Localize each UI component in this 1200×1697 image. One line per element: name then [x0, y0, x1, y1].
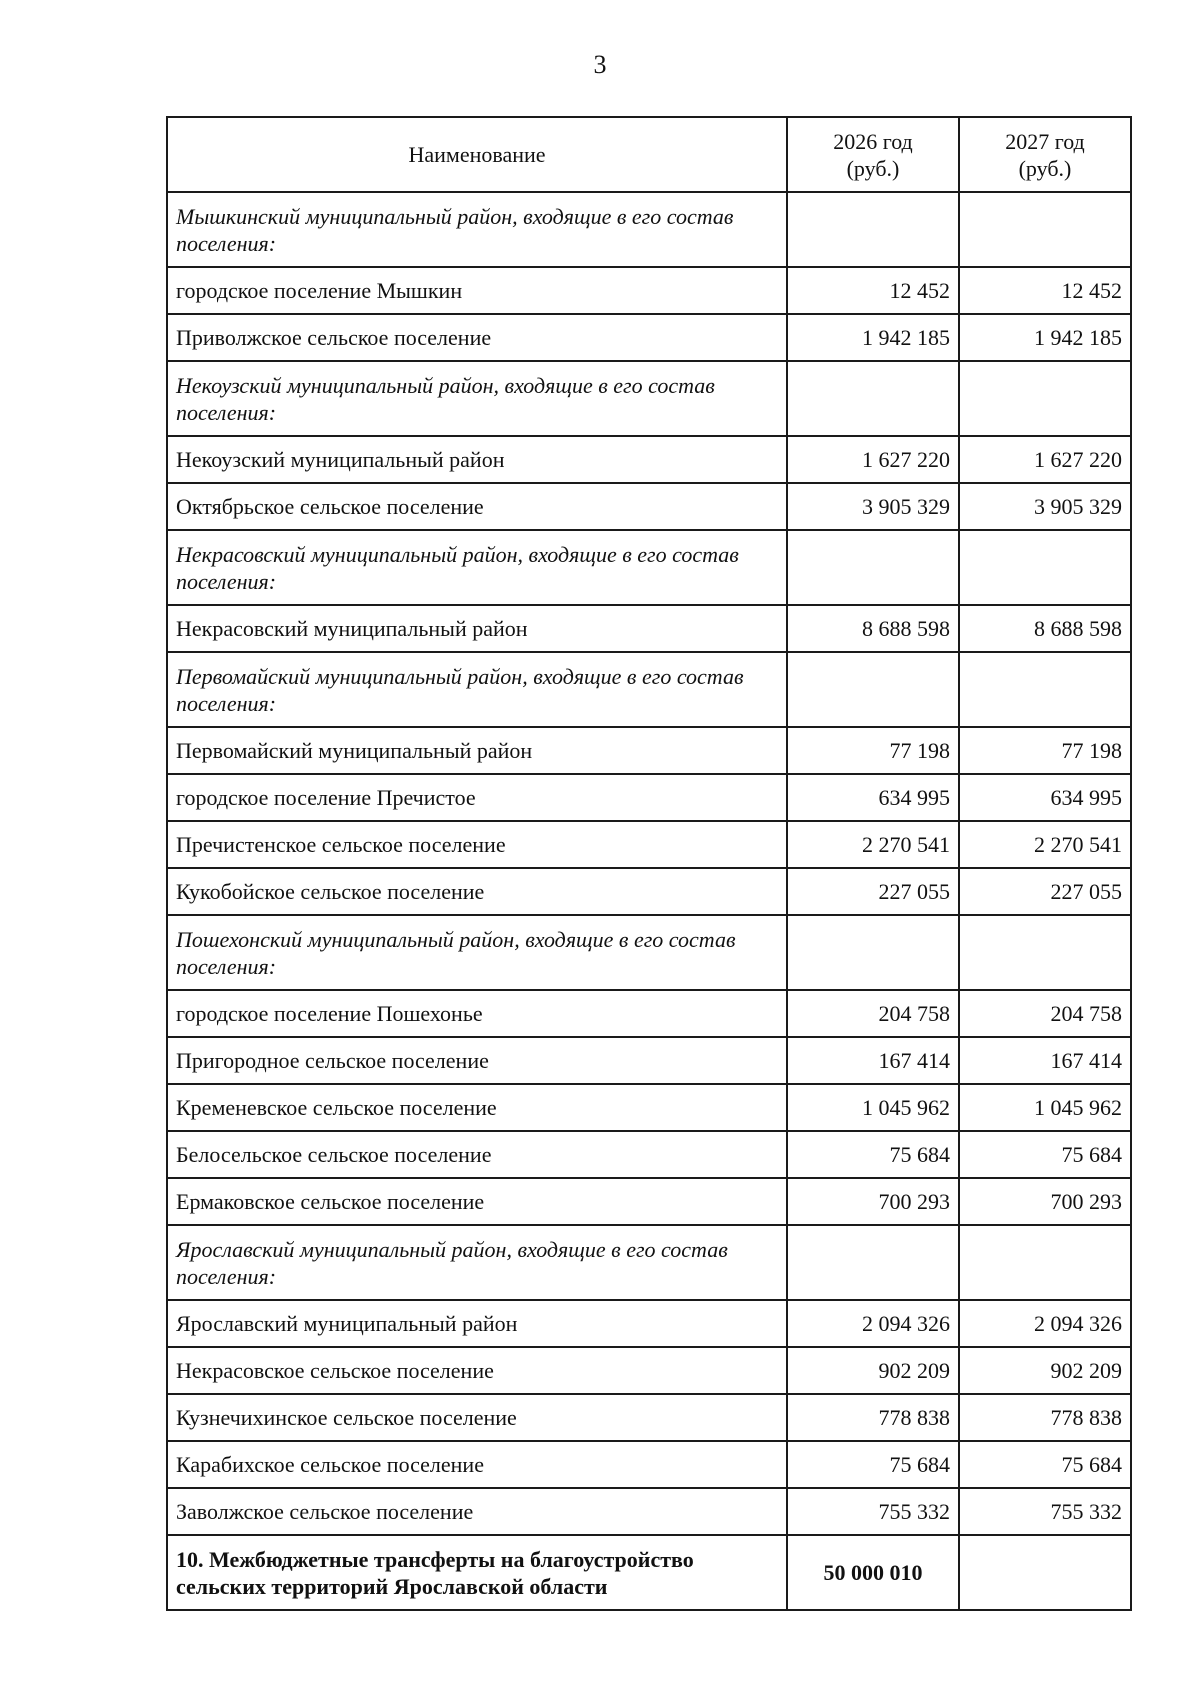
table-row: [167, 1037, 1131, 1084]
row-value-2026: 75 684: [787, 1441, 959, 1488]
row-value-2027: 634 995: [959, 774, 1131, 821]
table-row: [167, 530, 1131, 605]
table-row: [167, 1225, 1131, 1300]
row-value-2026: 1 045 962: [787, 1084, 959, 1131]
table-row: [167, 727, 1131, 774]
row-value-2026: [787, 530, 959, 605]
row-value-2027: 3 905 329: [959, 483, 1131, 530]
row-name: Ярославский муниципальный район, входящие в его состав поселения:: [167, 1225, 787, 1300]
row-value-2027: 12 452: [959, 267, 1131, 314]
row-value-2026: 902 209: [787, 1347, 959, 1394]
row-value-2027: 227 055: [959, 868, 1131, 915]
row-name: Ярославский муниципальный район: [167, 1300, 787, 1347]
row-value-2027: 2 270 541: [959, 821, 1131, 868]
row-value-2026: [787, 1225, 959, 1300]
row-value-2027: [959, 1225, 1131, 1300]
row-value-2027: [959, 915, 1131, 990]
row-name: Некоузский муниципальный район, входящие в его состав поселения:: [167, 361, 787, 436]
row-value-2027: [959, 530, 1131, 605]
table-row: [167, 1300, 1131, 1347]
table-row: [167, 314, 1131, 361]
table-row: [167, 361, 1131, 436]
row-value-2026: 755 332: [787, 1488, 959, 1535]
row-value-2026: 167 414: [787, 1037, 959, 1084]
table-row: [167, 1178, 1131, 1225]
row-name: Ермаковское сельское поселение: [167, 1178, 787, 1225]
row-name: Кременевское сельское поселение: [167, 1084, 787, 1131]
row-name: Карабихское сельское поселение: [167, 1441, 787, 1488]
header-2026: [787, 117, 959, 192]
total-value-2026: 50 000 010: [787, 1535, 959, 1610]
row-name: Некрасовский муниципальный район, входящие в его состав поселения:: [167, 530, 787, 605]
table-row: [167, 652, 1131, 727]
table-row: [167, 1131, 1131, 1178]
row-value-2027: 700 293: [959, 1178, 1131, 1225]
row-value-2027: 755 332: [959, 1488, 1131, 1535]
row-name: Первомайский муниципальный район, входящие в его состав поселения:: [167, 652, 787, 727]
table-row: [167, 990, 1131, 1037]
row-value-2026: 700 293: [787, 1178, 959, 1225]
row-value-2026: [787, 192, 959, 267]
row-value-2026: 778 838: [787, 1394, 959, 1441]
row-value-2027: [959, 652, 1131, 727]
table-row: [167, 868, 1131, 915]
row-name: Некрасовское сельское поселение: [167, 1347, 787, 1394]
table-row: [167, 1441, 1131, 1488]
row-name: Пригородное сельское поселение: [167, 1037, 787, 1084]
row-value-2026: 75 684: [787, 1131, 959, 1178]
table-row: [167, 192, 1131, 267]
table-row: [167, 483, 1131, 530]
table-row: [167, 1488, 1131, 1535]
row-value-2027: 75 684: [959, 1131, 1131, 1178]
row-value-2026: [787, 652, 959, 727]
row-value-2026: 1 627 220: [787, 436, 959, 483]
table-row: [167, 267, 1131, 314]
row-value-2027: 167 414: [959, 1037, 1131, 1084]
row-name: Кукобойское сельское поселение: [167, 868, 787, 915]
row-value-2027: [959, 192, 1131, 267]
row-name: Пречистенское сельское поселение: [167, 821, 787, 868]
row-name: городское поселение Пречистое: [167, 774, 787, 821]
row-name: Некрасовский муниципальный район: [167, 605, 787, 652]
row-name: Заволжское сельское поселение: [167, 1488, 787, 1535]
row-value-2027: 902 209: [959, 1347, 1131, 1394]
header-2027: [959, 117, 1131, 192]
row-name: Пошехонский муниципальный район, входящие в его состав поселения:: [167, 915, 787, 990]
header-2026-year: 2026 год: [833, 128, 913, 154]
table-row: [167, 821, 1131, 868]
row-value-2026: 634 995: [787, 774, 959, 821]
row-name: Белосельское сельское поселение: [167, 1131, 787, 1178]
header-2027-year: 2027 год: [1005, 128, 1085, 154]
table-row: [167, 915, 1131, 990]
row-name: Первомайский муниципальный район: [167, 727, 787, 774]
row-name: Приволжское сельское поселение: [167, 314, 787, 361]
header-2026-unit: (руб.): [846, 155, 900, 181]
total-row-name: 10. Межбюджетные трансферты на благоустройство сельских территорий Ярославской области: [167, 1535, 787, 1610]
row-value-2027: 1 045 962: [959, 1084, 1131, 1131]
header-name: Наименование: [167, 117, 787, 192]
row-value-2027: [959, 361, 1131, 436]
row-value-2026: 1 942 185: [787, 314, 959, 361]
row-value-2027: 778 838: [959, 1394, 1131, 1441]
row-value-2026: [787, 915, 959, 990]
budget-table: [166, 116, 1132, 1611]
row-value-2027: 1 942 185: [959, 314, 1131, 361]
header-2027-unit: (руб.): [1018, 155, 1072, 181]
table-row: [167, 774, 1131, 821]
row-value-2026: 12 452: [787, 267, 959, 314]
row-value-2026: 2 270 541: [787, 821, 959, 868]
row-value-2026: 77 198: [787, 727, 959, 774]
row-name: Октябрьское сельское поселение: [167, 483, 787, 530]
row-value-2027: 8 688 598: [959, 605, 1131, 652]
page-number: 3: [593, 50, 607, 79]
row-name: Мышкинский муниципальный район, входящие в его состав поселения:: [167, 192, 787, 267]
table-header-row: [167, 117, 1131, 192]
table-row: [167, 436, 1131, 483]
row-value-2027: 1 627 220: [959, 436, 1131, 483]
row-value-2026: 2 094 326: [787, 1300, 959, 1347]
row-value-2026: [787, 361, 959, 436]
row-value-2026: 3 905 329: [787, 483, 959, 530]
row-value-2027: 75 684: [959, 1441, 1131, 1488]
table-row: [167, 1347, 1131, 1394]
row-value-2026: 204 758: [787, 990, 959, 1037]
total-value-2027: [959, 1535, 1131, 1610]
row-value-2027: 2 094 326: [959, 1300, 1131, 1347]
row-value-2027: 204 758: [959, 990, 1131, 1037]
row-name: Некоузский муниципальный район: [167, 436, 787, 483]
row-name: городское поселение Пошехонье: [167, 990, 787, 1037]
row-name: городское поселение Мышкин: [167, 267, 787, 314]
table-row: [167, 1084, 1131, 1131]
table-row: [167, 605, 1131, 652]
table-row: [167, 1394, 1131, 1441]
row-value-2027: 77 198: [959, 727, 1131, 774]
row-name: Кузнечихинское сельское поселение: [167, 1394, 787, 1441]
table-total-row: [167, 1535, 1131, 1610]
row-value-2026: 8 688 598: [787, 605, 959, 652]
row-value-2026: 227 055: [787, 868, 959, 915]
